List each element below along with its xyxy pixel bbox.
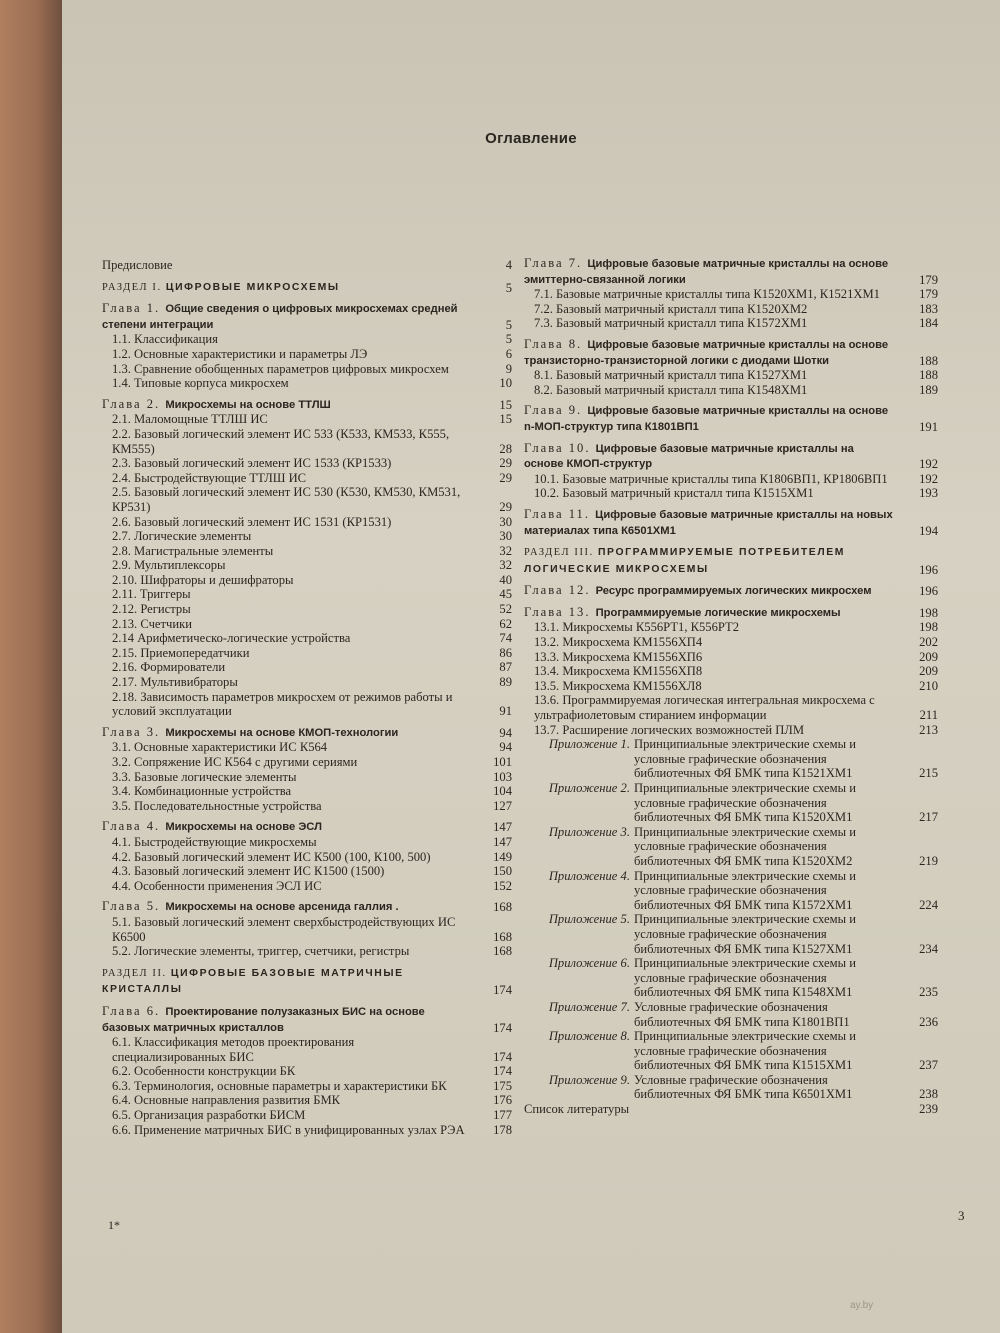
appendix-label: Приложение 4. — [548, 868, 630, 883]
chapter-prefix: Глава 7. — [524, 256, 588, 270]
toc-page-number: 198 — [919, 620, 938, 635]
chapter-title: Цифровые базовые матричные кристаллы на основе эмиттерно-связанной логики — [524, 258, 889, 286]
subsection-title: 2.17. Мультивибраторы — [112, 675, 238, 690]
subsection-title: 2.3. Базовый логический элемент ИС 1533 (КР1533) — [112, 456, 392, 471]
subsection-title: 2.8. Магистральные элементы — [112, 543, 274, 558]
toc-page-number: 209 — [919, 649, 938, 664]
toc-subsection — [524, 302, 938, 317]
toc-page-number: 210 — [919, 678, 938, 693]
toc-subsection — [524, 316, 938, 331]
toc-page-number: 239 — [919, 1102, 938, 1117]
toc-subsection — [524, 472, 938, 487]
toc-subsection — [102, 1108, 512, 1123]
toc-page-number: 192 — [919, 457, 938, 472]
subsection-title: 7.3. Базовый матричный кристалл типа К1572ХМ1 — [534, 316, 808, 331]
toc-page-number: 86 — [499, 645, 512, 660]
toc-subsection — [102, 573, 512, 588]
subsection-title: 1.3. Сравнение обобщенных параметров цифровых микросхем — [112, 361, 449, 376]
toc-page-number: 189 — [919, 382, 938, 397]
subsection-title: 3.5. Последовательностные устройства — [112, 798, 322, 813]
toc-chapter — [102, 819, 512, 835]
appendix-label: Приложение 3. — [548, 824, 630, 839]
chapter-prefix: Глава 11. — [524, 506, 596, 521]
section-prefix: РАЗДЕЛ III. — [524, 547, 598, 559]
toc-subsection — [102, 529, 512, 544]
toc-subsection — [102, 690, 512, 719]
toc-subsection — [102, 660, 512, 675]
toc-page-number: 29 — [499, 470, 512, 485]
toc-page-number: 10 — [499, 376, 512, 391]
chapter-title: Проектирование полузаказных БИС на основе базовых матричных кристаллов — [102, 1005, 425, 1034]
toc-page-number: 211 — [919, 708, 938, 723]
toc-page-number: 5 — [505, 280, 512, 295]
toc-page-number: 52 — [499, 602, 512, 617]
toc-page-number: 174 — [493, 1049, 512, 1064]
toc-page-number: 179 — [919, 287, 938, 302]
subsection-title: 6.2. Особенности конструкции БК — [112, 1064, 296, 1079]
subsection-title: 3.3. Базовые логические элементы — [112, 769, 297, 784]
appendix-title: Принципиальные электрические схемы и условные графические обозначения библиотечных ФЯ БМК типа К1521ХМ1 — [634, 737, 856, 781]
subsection-title: 2.10. Шифраторы и дешифраторы — [112, 572, 294, 587]
entry-title: Список литературы — [524, 1102, 630, 1117]
entry-title: Предисловие — [102, 258, 173, 272]
toc-page-number: 32 — [499, 558, 512, 573]
toc-page-number: 150 — [493, 864, 512, 879]
chapter-title: Микросхемы на основе ТТЛШ — [165, 398, 331, 411]
toc-page-number: 152 — [493, 878, 512, 893]
toc-page-number: 202 — [919, 635, 938, 650]
appendix-title: Условные графические обозначения библиотечных ФЯ БМК типа К6501ХМ1 — [634, 1072, 853, 1102]
toc-subsection — [102, 864, 512, 879]
chapter-title: Общие сведения о цифровых микросхемах средней степени интеграции — [102, 303, 458, 331]
toc-page-number: 196 — [919, 584, 938, 599]
toc-entry — [524, 1102, 938, 1117]
toc-page-number: 104 — [493, 784, 512, 799]
chapter-title: Цифровые базовые матричные кристаллы на основе транзисторно-транзисторной логики с диодами Шотки — [524, 338, 889, 367]
toc-subsection — [524, 368, 938, 383]
toc-section — [102, 279, 512, 296]
subsection-title: 2.9. Мультиплексоры — [112, 558, 226, 573]
book-page — [62, 0, 1000, 1333]
toc-subsection — [102, 587, 512, 602]
watermark: ay.by — [850, 1300, 874, 1311]
toc-subsection — [102, 755, 512, 770]
section-title: ПРОГРАММИРУЕМЫЕ ПОТРЕБИТЕЛЕМ ЛОГИЧЕСКИЕ МИКРОСХЕМЫ — [524, 547, 845, 575]
appendix-label: Приложение 1. — [548, 737, 630, 752]
toc-chapter — [102, 397, 512, 413]
toc-page-number: 178 — [493, 1122, 512, 1137]
toc-page-number: 176 — [493, 1093, 512, 1108]
toc-page-number: 9 — [505, 361, 512, 376]
appendix-title: Принципиальные электрические схемы и условные графические обозначения библиотечных ФЯ БМК типа К1515ХМ1 — [634, 1029, 856, 1073]
toc-page-number: 224 — [919, 897, 938, 912]
subsection-title: 3.1. Основные характеристики ИС К564 — [112, 740, 328, 755]
toc-page-number: 4 — [505, 258, 512, 272]
toc-subsection — [524, 664, 938, 679]
chapter-title: Ресурс программируемых логических микросхем — [595, 585, 872, 598]
section-prefix: РАЗДЕЛ I. — [102, 281, 166, 293]
toc-subsection — [102, 835, 512, 850]
chapter-prefix: Глава 9. — [524, 403, 588, 418]
toc-left-column — [102, 258, 512, 1137]
subsection-title: 10.2. Базовый матричный кристалл типа К1515ХМ1 — [534, 486, 814, 501]
toc-appendix — [524, 1029, 938, 1073]
chapter-prefix: Глава 3. — [102, 724, 166, 739]
subsection-title: 13.6. Программируемая логическая интегральная микросхема с ультрафиолетовым стиранием информации — [534, 693, 875, 723]
toc-subsection — [524, 486, 938, 501]
toc-page-number: 91 — [499, 704, 512, 719]
toc-page-number: 198 — [919, 605, 938, 620]
toc-page-number: 29 — [499, 456, 512, 471]
chapter-prefix: Глава 8. — [524, 336, 588, 351]
toc-subsection — [524, 620, 938, 635]
toc-page-number: 168 — [493, 900, 512, 915]
chapter-prefix: Глава 4. — [102, 819, 166, 834]
toc-page-number: 188 — [919, 368, 938, 383]
toc-subsection — [102, 471, 512, 486]
appendix-title: Условные графические обозначения библиотечных ФЯ БМК типа К1801ВП1 — [634, 999, 850, 1029]
toc-page-number: 40 — [499, 572, 512, 587]
toc-page-number: 147 — [493, 834, 512, 849]
toc-subsection — [102, 915, 512, 944]
signature-mark: 1* — [108, 1218, 120, 1232]
subsection-title: 2.1. Маломощные ТТЛШ ИС — [112, 412, 268, 427]
toc-page-number: 235 — [919, 985, 938, 1000]
chapter-prefix: Глава 6. — [102, 1003, 166, 1018]
subsection-title: 2.6. Базовый логический элемент ИС 1531 (КР1531) — [112, 514, 392, 529]
subsection-title: 2.15. Приемопередатчики — [112, 645, 250, 660]
toc-page-number: 236 — [919, 1014, 938, 1029]
subsection-title: 2.13. Счетчики — [112, 616, 192, 631]
subsection-title: 4.4. Особенности применения ЭСЛ ИС — [112, 878, 322, 893]
toc-chapter — [102, 301, 512, 332]
subsection-title: 1.2. Основные характеристики и параметры ЛЭ — [112, 346, 368, 361]
subsection-title: 4.3. Базовый логический элемент ИС К1500 (1500) — [112, 864, 385, 879]
toc-section — [524, 544, 938, 577]
subsection-title: 6.4. Основные направления развития БМК — [112, 1093, 341, 1108]
toc-appendix — [524, 956, 938, 1000]
toc-subsection — [102, 1093, 512, 1108]
toc-subsection — [102, 558, 512, 573]
page-title: Оглавление — [485, 130, 577, 147]
toc-page-number: 15 — [499, 412, 512, 427]
chapter-title: Цифровые базовые матричные кристаллы на основе КМОП-структур — [524, 442, 854, 471]
toc-subsection — [102, 544, 512, 559]
subsection-title: 6.6. Применение матричных БИС в унифицированных узлах РЭА — [112, 1122, 465, 1137]
appendix-title: Принципиальные электрические схемы и условные графические обозначения библиотечных ФЯ БМК типа К1572ХМ1 — [634, 868, 856, 912]
toc-subsection — [524, 383, 938, 398]
toc-page-number: 194 — [919, 523, 938, 538]
toc-entry — [102, 258, 512, 273]
chapter-prefix: Глава 12. — [524, 583, 596, 598]
subsection-title: 5.2. Логические элементы, триггер, счетчики, регистры — [112, 944, 410, 959]
toc-subsection — [102, 631, 512, 646]
appendix-label: Приложение 8. — [548, 1029, 630, 1044]
toc-subsection — [102, 1035, 512, 1064]
appendix-label: Приложение 5. — [548, 912, 630, 927]
toc-page-number: 89 — [499, 675, 512, 690]
toc-page-number: 149 — [493, 849, 512, 864]
toc-subsection — [102, 485, 512, 514]
subsection-title: 6.1. Классификация методов проектирования специализированных БИС — [112, 1035, 355, 1064]
toc-chapter — [524, 337, 938, 368]
section-title: ЦИФРОВЫЕ БАЗОВЫЕ МАТРИЧНЫЕ КРИСТАЛЛЫ — [102, 967, 404, 996]
toc-page-number: 215 — [919, 766, 938, 781]
toc-page-number: 174 — [493, 983, 512, 998]
toc-chapter — [524, 403, 938, 434]
toc-subsection — [102, 412, 512, 427]
toc-page-number: 193 — [919, 486, 938, 501]
toc-page-number: 5 — [505, 332, 512, 347]
toc-subsection — [102, 646, 512, 661]
subsection-title: 2.4. Быстродействующие ТТЛШ ИС — [112, 470, 307, 485]
chapter-prefix: Глава 5. — [102, 899, 166, 914]
toc-page-number: 191 — [919, 419, 938, 434]
toc-chapter — [524, 256, 938, 287]
chapter-title: Цифровые базовые матричные кристаллы на основе n-МОП-структур типа К1801ВП1 — [524, 405, 889, 433]
toc-page-number: 234 — [919, 941, 938, 956]
subsection-title: 8.1. Базовый матричный кристалл типа К1527ХМ1 — [534, 368, 808, 383]
appendix-label: Приложение 7. — [548, 999, 630, 1014]
subsection-title: 2.18. Зависимость параметров микросхем от режимов работы и условий эксплуатации — [112, 689, 453, 719]
toc-appendix — [524, 1073, 938, 1102]
toc-page-number: 6 — [505, 346, 512, 361]
toc-page-number: 30 — [499, 514, 512, 529]
toc-chapter — [102, 1004, 512, 1035]
chapter-title: Микросхемы на основе КМОП-технологии — [165, 726, 399, 739]
toc-page-number: 103 — [493, 769, 512, 784]
toc-page-number: 175 — [493, 1078, 512, 1093]
toc-page-number: 74 — [499, 631, 512, 646]
toc-subsection — [102, 784, 512, 799]
chapter-title: Микросхемы на основе арсенида галлия . — [165, 901, 399, 914]
toc-subsection — [102, 376, 512, 391]
book-spine-edge — [0, 0, 62, 1333]
subsection-title: 6.3. Терминология, основные параметры и характеристики БК — [112, 1078, 447, 1093]
appendix-title: Принципиальные электрические схемы и условные графические обозначения библиотечных ФЯ БМК типа К1548ХМ1 — [634, 956, 856, 1000]
toc-chapter — [524, 507, 938, 538]
subsection-title: 13.5. Микросхема КМ1556ХЛ8 — [534, 678, 702, 693]
toc-page-number: 28 — [499, 441, 512, 456]
toc-subsection — [102, 850, 512, 865]
chapter-prefix: Глава 2. — [102, 396, 166, 411]
toc-page-number: 174 — [493, 1064, 512, 1079]
toc-right-column — [524, 250, 938, 1117]
toc-subsection — [102, 1123, 512, 1138]
subsection-title: 1.1. Классификация — [112, 332, 218, 347]
toc-page-number: 45 — [499, 587, 512, 602]
chapter-prefix: Глава 13. — [524, 604, 596, 619]
toc-page-number: 5 — [505, 317, 512, 332]
section-prefix: РАЗДЕЛ II. — [102, 967, 171, 979]
toc-subsection — [102, 770, 512, 785]
toc-page-number: 168 — [493, 929, 512, 944]
toc-subsection — [102, 362, 512, 377]
toc-page-number: 192 — [919, 471, 938, 486]
appendix-title: Принципиальные электрические схемы и условные графические обозначения библиотечных ФЯ БМК типа К1520ХМ1 — [634, 781, 856, 825]
toc-page-number: 101 — [493, 755, 512, 769]
appendix-title: Принципиальные электрические схемы и условные графические обозначения библиотечных ФЯ БМК типа К1527ХМ1 — [634, 912, 856, 956]
toc-appendix — [524, 1000, 938, 1029]
toc-subsection — [102, 515, 512, 530]
toc-section — [102, 965, 512, 998]
toc-chapter — [524, 441, 938, 472]
toc-page-number: 29 — [499, 499, 512, 514]
toc-page-number: 237 — [919, 1058, 938, 1073]
toc-page-number: 209 — [919, 664, 938, 679]
toc-subsection — [102, 1079, 512, 1094]
toc-subsection — [102, 347, 512, 362]
toc-subsection — [102, 617, 512, 632]
subsection-title: 2.14 Арифметическо-логические устройства — [112, 631, 351, 646]
toc-appendix — [524, 825, 938, 869]
subsection-title: 13.1. Микросхемы К556РТ1, К556РТ2 — [534, 620, 740, 635]
toc-chapter — [102, 899, 512, 915]
toc-page-number: 196 — [919, 562, 938, 577]
page-number: 3 — [958, 1208, 965, 1223]
toc-subsection — [524, 679, 938, 694]
toc-appendix — [524, 781, 938, 825]
subsection-title: 13.3. Микросхема КМ1556ХП6 — [534, 649, 703, 664]
subsection-title: 7.1. Базовые матричные кристаллы типа К1520ХМ1, К1521ХМ1 — [534, 287, 880, 302]
toc-page-number: 168 — [493, 944, 512, 959]
toc-appendix — [524, 869, 938, 913]
toc-page-number: 184 — [919, 316, 938, 331]
subsection-title: 1.4. Типовые корпуса микросхем — [112, 376, 289, 391]
toc-subsection — [102, 332, 512, 347]
subsection-title: 2.11. Триггеры — [112, 587, 191, 602]
toc-subsection — [102, 740, 512, 755]
subsection-title: 7.2. Базовый матричный кристалл типа К1520ХМ2 — [534, 301, 808, 316]
subsection-title: 2.7. Логические элементы — [112, 529, 252, 544]
chapter-title: Программируемые логические микросхемы — [595, 606, 841, 619]
toc-appendix — [524, 912, 938, 956]
subsection-title: 2.16. Формирователи — [112, 660, 226, 675]
chapter-prefix: Глава 1. — [102, 301, 166, 316]
subsection-title: 3.2. Сопряжение ИС К564 с другими сериями — [112, 755, 358, 769]
toc-page-number: 87 — [499, 660, 512, 675]
toc-page-number: 179 — [919, 272, 938, 287]
toc-page-number: 30 — [499, 529, 512, 544]
subsection-title: 2.12. Регистры — [112, 602, 191, 617]
toc-subsection — [102, 1064, 512, 1079]
subsection-title: 5.1. Базовый логический элемент сверхбыстродействующих ИС К6500 — [112, 914, 456, 944]
chapter-title: Цифровые базовые матричные кристаллы на новых материалах типа К6501ХМ1 — [524, 508, 893, 537]
toc-subsection — [524, 723, 938, 738]
toc-subsection — [102, 675, 512, 690]
subsection-title: 2.5. Базовый логический элемент ИС 530 (К530, КМ530, КМ531, КР531) — [112, 485, 461, 514]
chapter-prefix: Глава 10. — [524, 440, 596, 455]
toc-subsection — [102, 427, 512, 456]
toc-appendix — [524, 737, 938, 781]
toc-page-number: 94 — [499, 725, 512, 740]
subsection-title: 13.2. Микросхема КМ1556ХП4 — [534, 635, 703, 650]
toc-page-number: 62 — [499, 616, 512, 631]
appendix-label: Приложение 9. — [548, 1072, 630, 1087]
toc-subsection — [102, 944, 512, 959]
toc-page-number: 217 — [919, 810, 938, 825]
subsection-title: 8.2. Базовый матричный кристалл типа К1548ХМ1 — [534, 382, 808, 397]
toc-page-number: 174 — [493, 1020, 512, 1035]
toc-subsection — [524, 650, 938, 665]
toc-page-number: 177 — [493, 1108, 512, 1123]
toc-page-number: 219 — [919, 853, 938, 868]
subsection-title: 4.2. Базовый логический элемент ИС К500 (100, К100, 500) — [112, 849, 431, 864]
section-title: ЦИФРОВЫЕ МИКРОСХЕМЫ — [165, 281, 340, 293]
toc-subsection — [102, 602, 512, 617]
toc-page-number: 147 — [493, 820, 512, 835]
chapter-title: Микросхемы на основе ЭСЛ — [165, 821, 322, 834]
subsection-title: 13.7. Расширение логических возможностей ПЛМ — [534, 722, 805, 737]
toc-page-number: 94 — [499, 740, 512, 755]
subsection-title: 6.5. Организация разработки БИСМ — [112, 1108, 306, 1123]
toc-page-number: 15 — [499, 397, 512, 412]
appendix-title: Принципиальные электрические схемы и условные графические обозначения библиотечных ФЯ БМК типа К1520ХМ2 — [634, 824, 856, 868]
subsection-title: 4.1. Быстродействующие микросхемы — [112, 834, 317, 849]
toc-subsection — [102, 879, 512, 894]
toc-page-number: 238 — [919, 1087, 938, 1102]
toc-chapter — [102, 725, 512, 741]
subsection-title: 3.4. Комбинационные устройства — [112, 784, 292, 799]
subsection-title: 13.4. Микросхема КМ1556ХП8 — [534, 664, 703, 679]
toc-subsection — [102, 799, 512, 814]
toc-subsection — [102, 456, 512, 471]
subsection-title: 10.1. Базовые матричные кристаллы типа К1806ВП1, КР1806ВП1 — [534, 471, 888, 486]
toc-page-number: 183 — [919, 301, 938, 316]
toc-page-number: 32 — [499, 543, 512, 558]
toc-subsection — [524, 635, 938, 650]
toc-chapter — [524, 583, 938, 599]
toc-page-number: 127 — [493, 798, 512, 813]
toc-subsection — [524, 693, 938, 722]
toc-subsection — [524, 287, 938, 302]
appendix-label: Приложение 6. — [548, 956, 630, 971]
toc-chapter — [524, 605, 938, 621]
subsection-title: 2.2. Базовый логический элемент ИС 533 (К533, КМ533, К555, КМ555) — [112, 426, 450, 456]
toc-page-number: 188 — [919, 353, 938, 368]
toc-page-number: 213 — [919, 722, 938, 737]
appendix-label: Приложение 2. — [548, 781, 630, 795]
